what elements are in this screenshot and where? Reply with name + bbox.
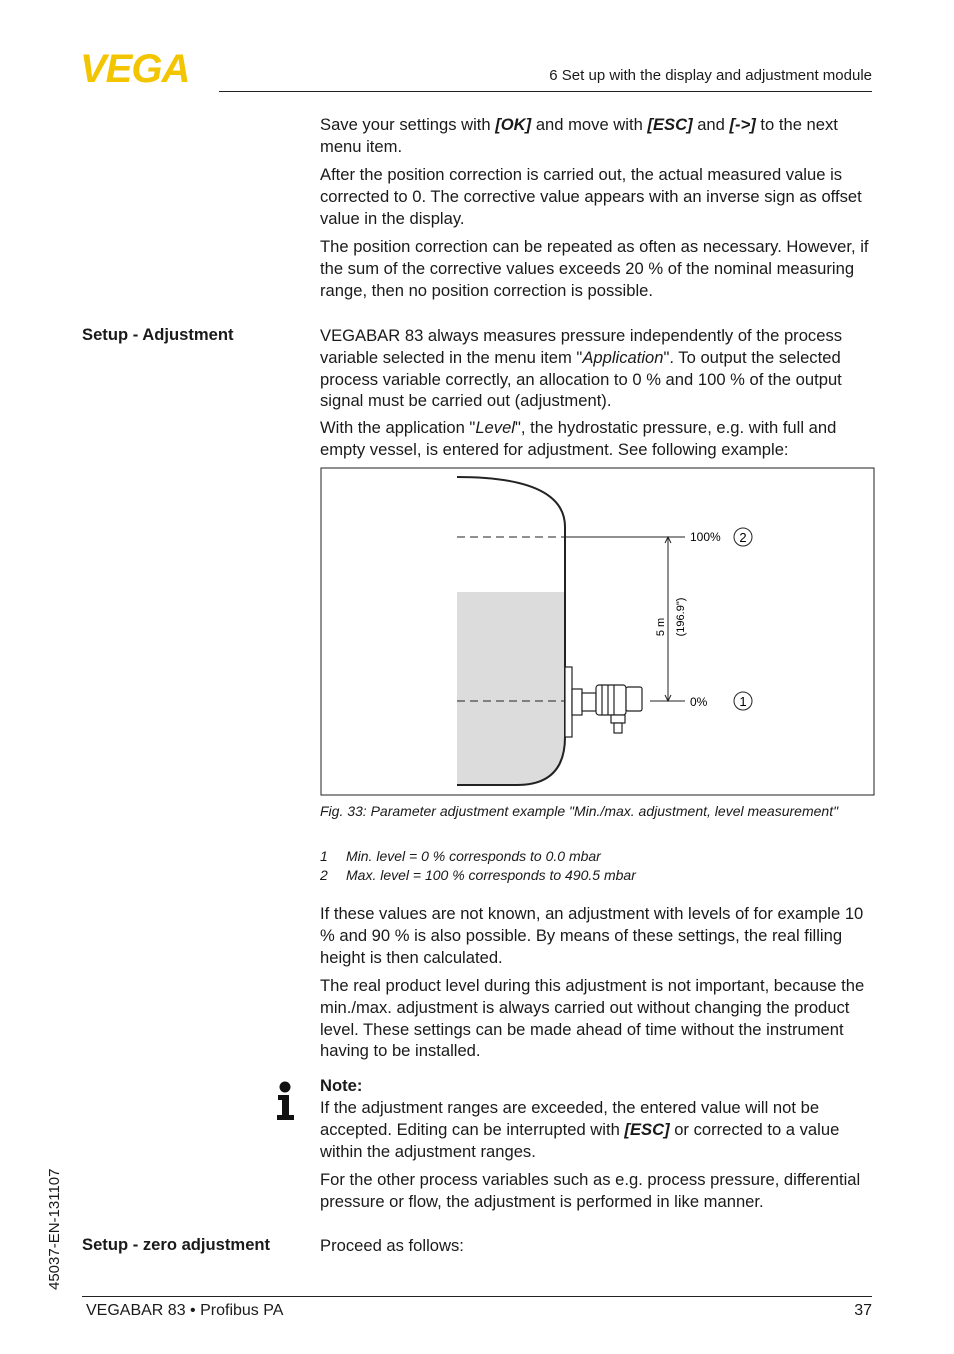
adjustment-paragraph-2: With the application "Level", the hydrostatic pressure, e.g. with full and empty vessel, is entered for adjustment. See following example:: [320, 418, 837, 459]
figure-caption: Fig. 33: Parameter adjustment example "Min./max. adjustment, level measurement": [320, 803, 839, 819]
adjustment-paragraph-1: VEGABAR 83 always measures pressure independently of the process variable selected in the menu item "Application". To output the selected process variable correctly, an allocation to 0 % and 100 % of the output signal must be carried out (adjustment).: [320, 326, 843, 411]
vega-logo: [80, 52, 212, 84]
setup-adjustment-heading: Setup - Adjustment: [82, 325, 234, 344]
figure-frame: [321, 468, 874, 795]
legend-item-2: 2 Max. level = 100 % corresponds to 490.5 mbar: [320, 867, 636, 883]
label-100-percent: 100%: [690, 530, 721, 544]
label-0-percent: 0%: [690, 695, 708, 709]
intro-paragraph-1: Save your settings with [OK] and move with [ESC] and [->] to the next menu item.: [320, 115, 838, 156]
section-title: 6 Set up with the display and adjustment module: [549, 67, 872, 84]
marker-2: 2: [739, 530, 747, 545]
dimension-imperial: (196.9"): [675, 597, 687, 637]
header-divider: [219, 91, 872, 92]
after-figure-paragraph-1: If these values are not known, an adjustment with levels of for example 10 % and 90 % is also possible. By means of these settings, the real filling height is then calculated.: [320, 904, 864, 967]
intro-paragraph-2: After the position correction is carried out, the actual measured value is corrected to 0. The corrective value appears with an inverse sign as offset value in the display.: [320, 165, 862, 228]
info-icon: [273, 1081, 297, 1121]
zero-adjustment-text: Proceed as follows:: [320, 1236, 464, 1255]
dimension-metric: 5 m: [655, 617, 667, 637]
footer-divider: [82, 1296, 872, 1297]
legend-item-1: 1 Min. level = 0 % corresponds to 0.0 mbar: [320, 848, 601, 864]
footer-product: VEGABAR 83 • Profibus PA: [86, 1302, 284, 1319]
note-paragraph-1: If the adjustment ranges are exceeded, the entered value will not be accepted. Editing can be interrupted with [ESC] or corrected to a value within the adjustment ranges.: [320, 1098, 840, 1161]
liquid-fill: [457, 592, 565, 785]
vega-logo-text: VEGA: [80, 52, 190, 84]
after-figure-paragraph-2: The real product level during this adjustment is not important, because the min./max. adjustment is always carried out without changing the product level. These settings can be made ahead of time without the instrument having to be installed.: [320, 976, 865, 1061]
marker-1: 1: [739, 694, 747, 709]
intro-paragraph-3: The position correction can be repeated as often as necessary. However, if the sum of the corrective values exceeds 20 % of the nominal measuring range, then no position correction is possible.: [320, 237, 869, 300]
setup-zero-adjustment-heading: Setup - zero adjustment: [82, 1235, 271, 1254]
page-number: 37: [854, 1302, 872, 1319]
adjustment-figure: [320, 467, 876, 796]
document-code: 45037-EN-131107: [46, 1168, 63, 1290]
note-paragraph-2: For the other process variables such as e.g. process pressure, differential pressure or flow, the adjustment is performed in like manner.: [320, 1170, 861, 1211]
note-title: Note:: [320, 1076, 363, 1095]
